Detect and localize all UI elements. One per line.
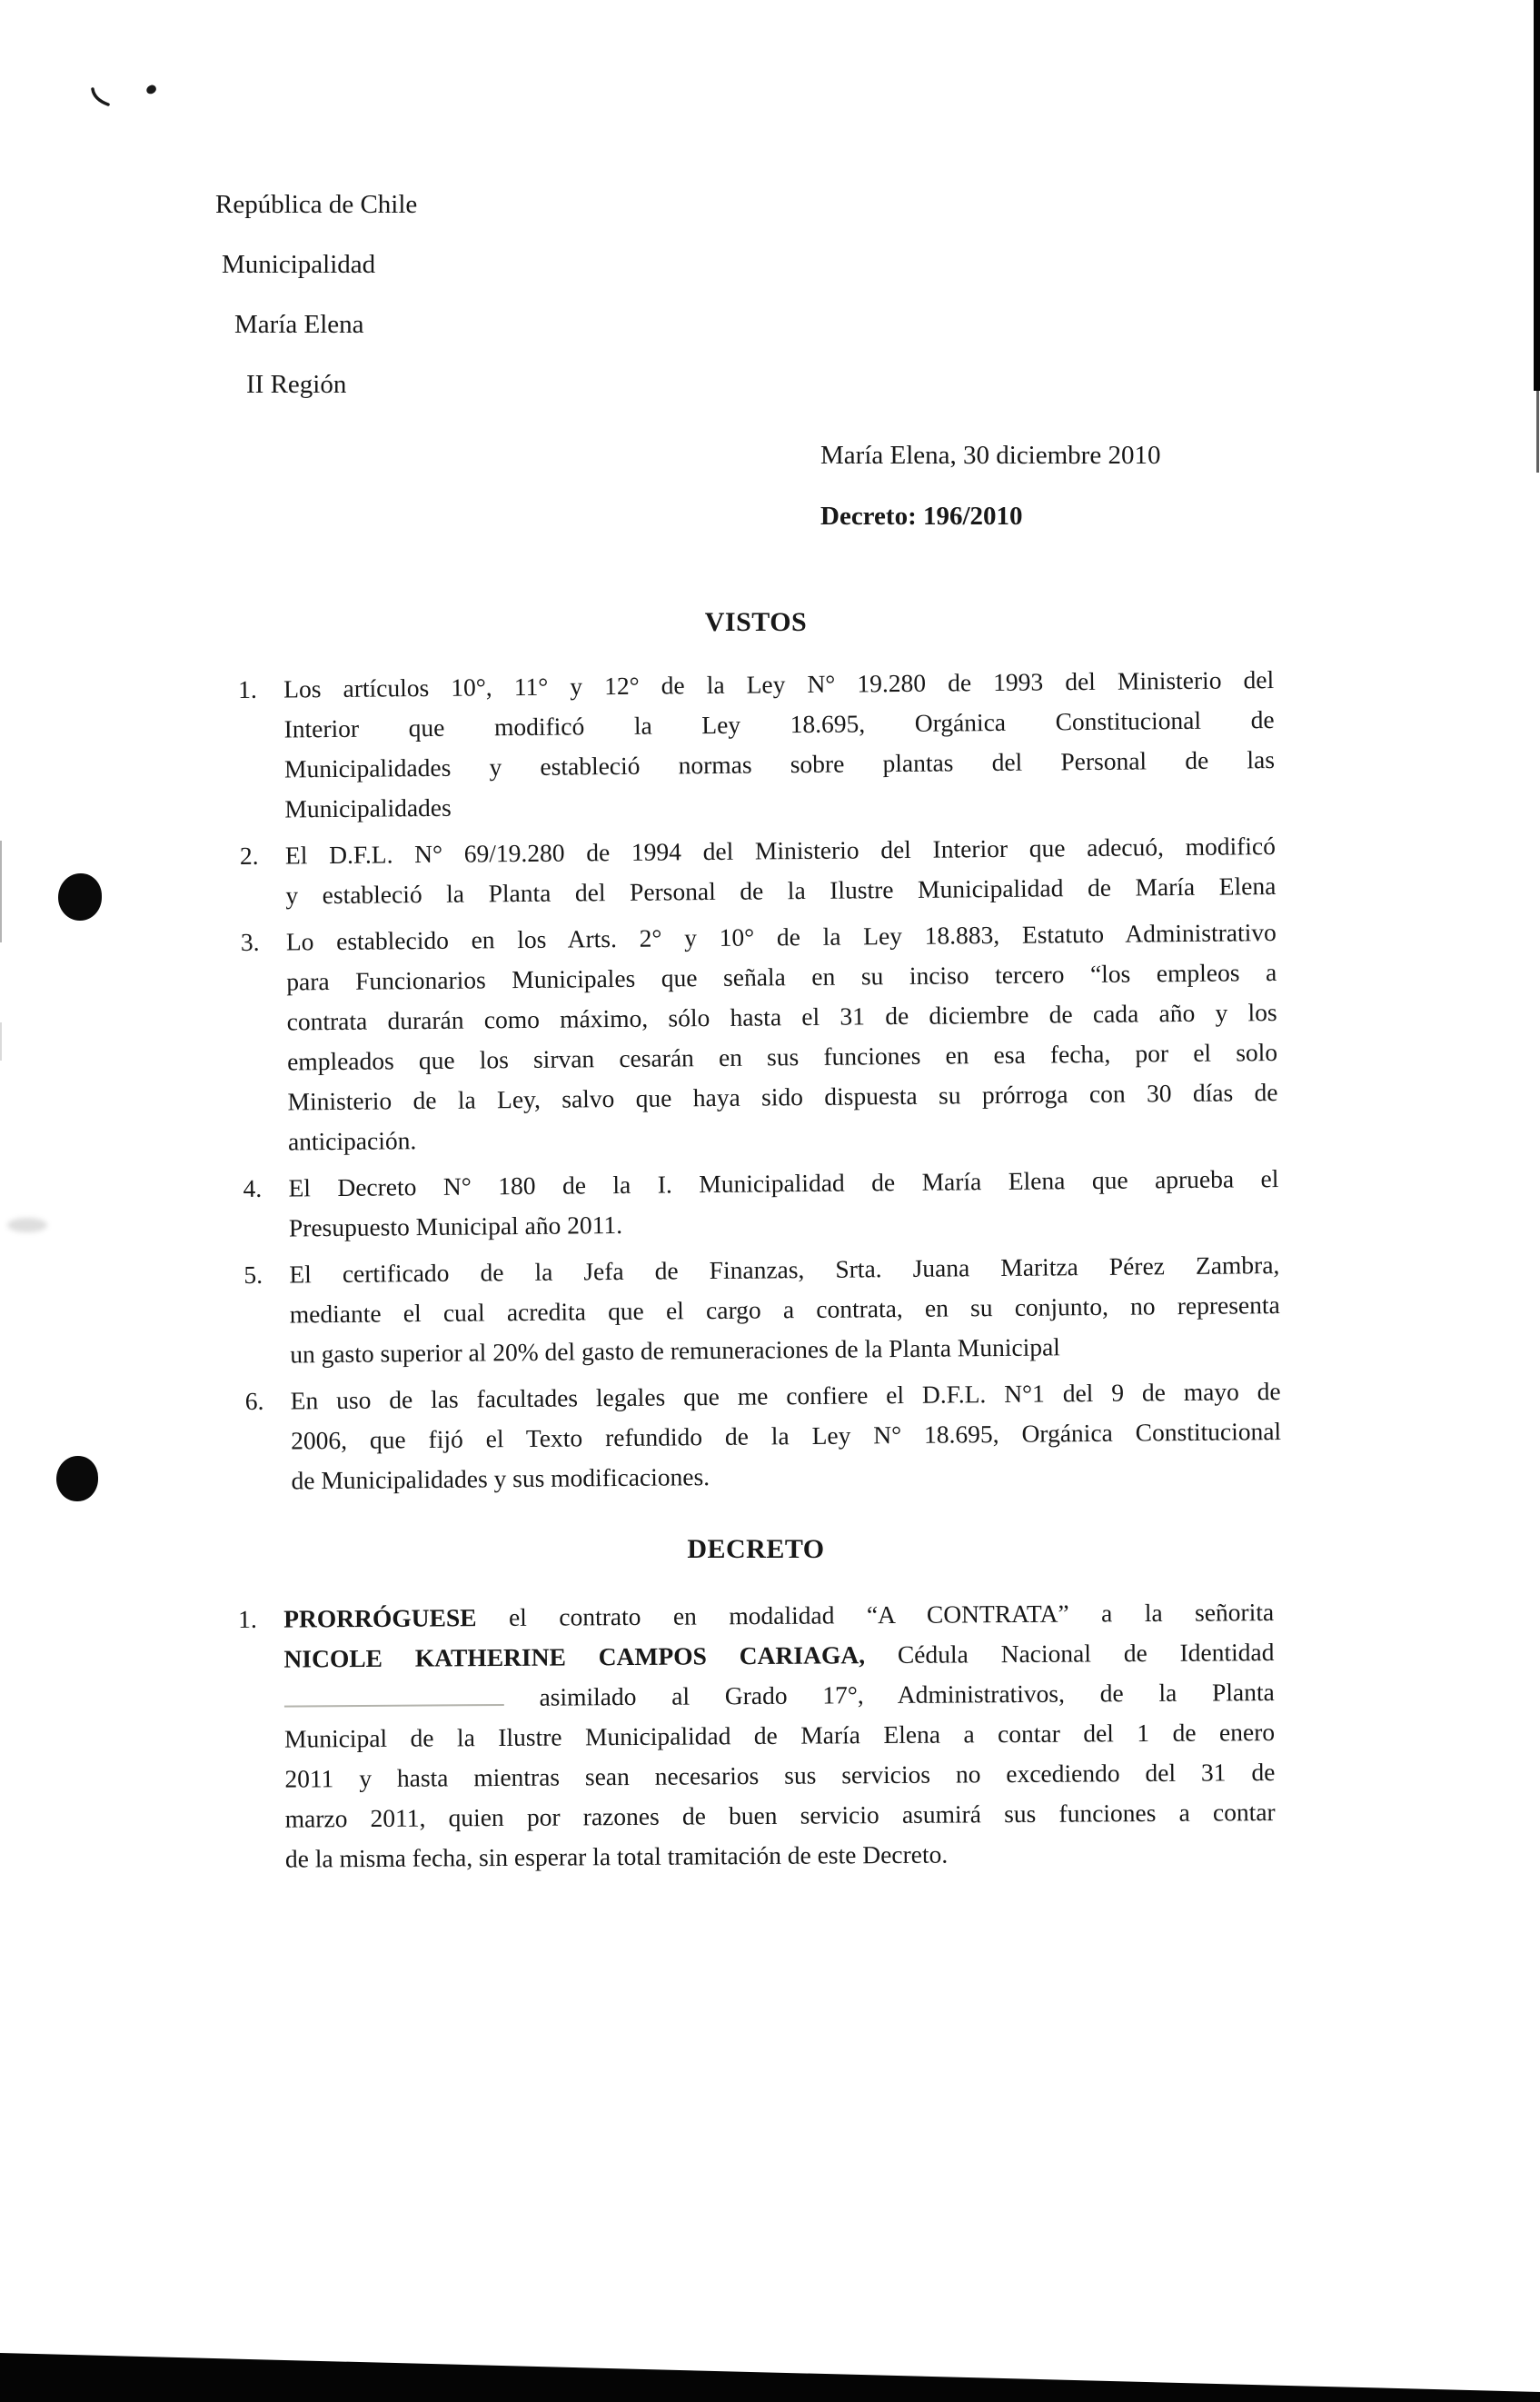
text-segment: Cédula Nacional de Identidad xyxy=(864,1638,1275,1669)
letterhead xyxy=(215,174,417,414)
scan-edge-line-left xyxy=(0,841,2,942)
place-and-date: María Elena, 30 diciembre 2010 xyxy=(820,441,1161,470)
text-line: Ministerio de la Ley, salvo que haya sido dispuesta su prórroga con 30 días de xyxy=(287,1078,1278,1116)
list-item-number: 1. xyxy=(238,1604,257,1633)
decreto-list xyxy=(238,1592,1276,1879)
text-line: Municipalidades xyxy=(284,792,452,823)
bold-text-segment: NICOLE KATHERINE CAMPOS CARIAGA, xyxy=(283,1640,866,1673)
list-item xyxy=(243,1245,1280,1375)
text-line: Municipalidades y estableció normas sobre plantas del Personal de las xyxy=(283,745,1276,783)
scan-edge-line-right-faint xyxy=(1536,391,1539,473)
text-line: Los artículos 10°, 11° y 12° de la Ley N° 19.280 de 1993 del Ministerio del xyxy=(283,665,1275,703)
hole-punch-mark-bottom xyxy=(56,1456,98,1501)
text-line: El certificado de la Jefa de Finanzas, Srta. Juana Maritza Pérez Zambra, xyxy=(289,1251,1280,1289)
hole-punch-mark-top xyxy=(58,873,102,921)
letterhead-line: María Elena xyxy=(234,310,364,339)
text-line: 2006, que fijó el Texto refundido de la Ley N° 18.695, Orgánica Constitucional xyxy=(290,1417,1282,1455)
text-line: Municipal de la Ilustre Municipalidad de María Elena a contar del 1 de enero xyxy=(283,1718,1276,1753)
text-line: anticipación. xyxy=(287,1126,417,1156)
text-line: 2011 y hasta mientras sean necesarios sus servicios no excediendo del 31 de xyxy=(284,1758,1276,1793)
list-item-number: 2. xyxy=(239,841,259,870)
text-line: mediante el cual acredita que el cargo a contrata, en su conjunto, no representa xyxy=(289,1291,1280,1329)
text-line: El D.F.L. N° 69/19.280 de 1994 del Ministerio del Interior que adecuó, modificó xyxy=(284,832,1277,870)
list-item-number: 3. xyxy=(240,927,260,956)
text-line: Presupuesto Municipal año 2011. xyxy=(288,1210,623,1242)
vistos-heading: VISTOS xyxy=(704,607,808,637)
scan-edge-line-left-faint xyxy=(0,1022,2,1061)
list-item-number: 6. xyxy=(244,1386,264,1415)
list-item-text xyxy=(285,826,1277,915)
list-item-text xyxy=(289,1245,1280,1374)
text-line: para Funcionarios Municipales que señala en su inciso tercero “los empleos a xyxy=(286,958,1277,996)
text-line xyxy=(283,1632,1274,1679)
list-item xyxy=(243,1159,1279,1249)
list-item-number: 5. xyxy=(243,1260,263,1289)
text-line: Lo establecido en los Arts. 2° y 10° de la Ley 18.883, Estatuto Administrativo xyxy=(285,918,1277,956)
letterhead-line: Municipalidad xyxy=(222,250,376,279)
list-item-text xyxy=(283,1592,1276,1879)
text-line: un gasto superior al 20% del gasto de remuneraciones de la Planta Municipal xyxy=(290,1332,1061,1369)
list-item-text xyxy=(283,660,1276,829)
list-item-text xyxy=(288,1159,1279,1248)
text-line xyxy=(284,1672,1275,1719)
letterhead-line: República de Chile xyxy=(215,190,418,219)
list-item xyxy=(238,660,1276,830)
list-item xyxy=(240,826,1277,916)
list-item-number: 4. xyxy=(243,1173,263,1202)
list-item-number: 1. xyxy=(238,674,257,703)
text-line xyxy=(283,1592,1274,1640)
letterhead-line: II Región xyxy=(246,370,347,399)
text-line: de la misma fecha, sin esperar la total tramitación de este Decreto. xyxy=(284,1839,949,1873)
date-block xyxy=(820,425,1160,547)
list-item-text xyxy=(291,1371,1282,1500)
decree-number: Decreto: 196/2010 xyxy=(820,502,1023,531)
bold-text-segment: PRORRÓGUESE xyxy=(283,1603,477,1633)
ink-dot-mark xyxy=(145,84,158,95)
scan-edge-line-right xyxy=(1534,0,1540,391)
list-item xyxy=(241,912,1278,1162)
text-line: empleados que los sirvan cesarán en sus funciones en esa fecha, por el solo xyxy=(286,1038,1278,1076)
text-segment: el contrato en modalidad “A CONTRATA” a la señorita xyxy=(476,1598,1275,1632)
text-line: En uso de las facultades legales que me confiere el D.F.L. N°1 del 9 de mayo de xyxy=(290,1377,1281,1415)
redacted-id-blank xyxy=(284,1698,504,1708)
list-item-text xyxy=(286,912,1278,1161)
list-item xyxy=(238,1592,1276,1879)
pen-mark-icon xyxy=(91,86,111,108)
decreto-heading: DECRETO xyxy=(687,1534,825,1564)
scan-artifact-bottom-bar xyxy=(0,2347,1540,2402)
text-line: Interior que modificó la Ley 18.695, Orgánica Constitucional de xyxy=(283,705,1275,743)
text-line: contrata durarán como máximo, sólo hasta el 31 de diciembre de cada año y los xyxy=(286,998,1277,1036)
scan-smudge xyxy=(7,1218,47,1232)
text-segment: asimilado al Grado 17°, Administrativos, de la Planta xyxy=(503,1678,1275,1711)
text-line: marzo 2011, quien por razones de buen servicio asumirá sus funciones a contar xyxy=(284,1798,1276,1833)
vistos-list xyxy=(238,660,1282,1501)
list-item xyxy=(245,1371,1282,1501)
text-line: El Decreto N° 180 de la I. Municipalidad de María Elena que aprueba el xyxy=(288,1164,1279,1202)
text-line: de Municipalidades y sus modificaciones. xyxy=(291,1462,710,1495)
text-line: y estableció la Planta del Personal de la Ilustre Municipalidad de María Elena xyxy=(285,872,1277,910)
